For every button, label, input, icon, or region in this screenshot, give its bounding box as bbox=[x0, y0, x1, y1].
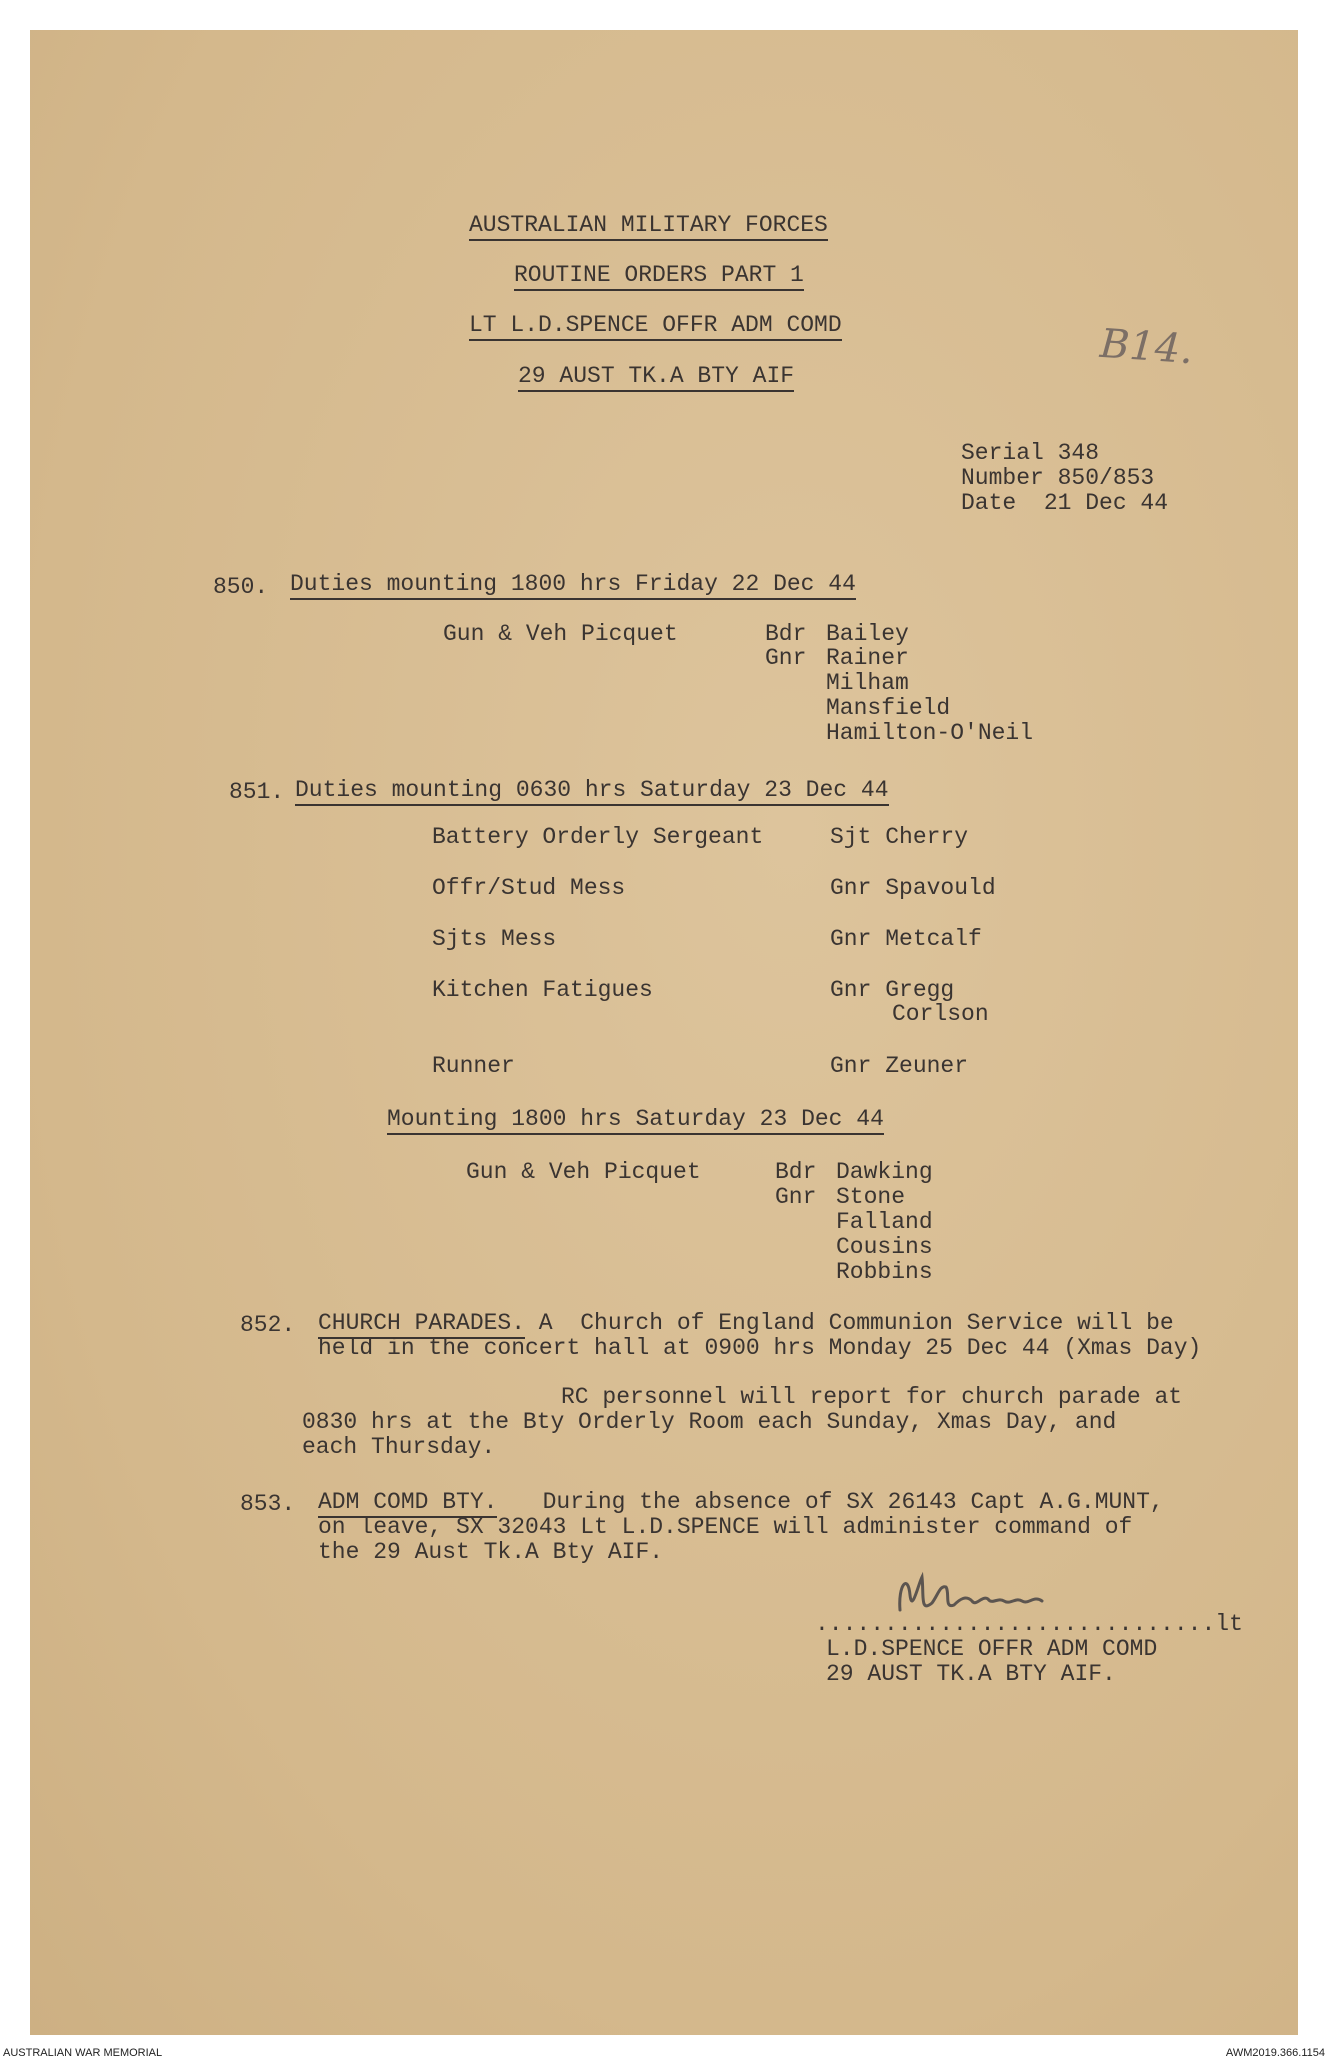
item-851-subheading: Mounting 1800 hrs Saturday 23 Dec 44 bbox=[387, 1107, 884, 1135]
duty-label: Battery Orderly Sergeant bbox=[432, 824, 764, 850]
serial-number: Serial 348 bbox=[961, 440, 1100, 466]
item-852-text: RC personnel will report for church parade at bbox=[561, 1384, 1183, 1410]
item-850-name: Milham bbox=[826, 670, 909, 696]
item-853-title: ADM COMD BTY. bbox=[318, 1490, 497, 1518]
signature-name: L.D.SPENCE OFFR ADM COMD bbox=[826, 1636, 1158, 1662]
handwritten-annotation: B14. bbox=[1098, 320, 1195, 374]
item-851-sub-name: Stone bbox=[836, 1184, 906, 1210]
item-851-sub-name: Cousins bbox=[836, 1234, 933, 1260]
header-subtitle: ROUTINE ORDERS PART 1 bbox=[514, 263, 804, 291]
duty-assignee: Sjt Cherry bbox=[830, 824, 969, 850]
footer-right: AWM2019.366.1154 bbox=[1225, 2047, 1325, 2059]
signature-line: .............................lt bbox=[815, 1611, 1243, 1637]
item-853-text: on leave, SX 32043 Lt L.D.SPENCE will administer command of bbox=[318, 1514, 1133, 1540]
duty-assignee: Gnr Metcalf bbox=[830, 926, 982, 952]
duty-assignee: Gnr Spavould bbox=[830, 875, 996, 901]
item-853-text: During the absence of SX 26143 Capt A.G.MUNT, bbox=[515, 1489, 1164, 1515]
header-title: AUSTRALIAN MILITARY FORCES bbox=[469, 213, 828, 241]
item-851-sub-name: Dawking bbox=[836, 1159, 933, 1185]
item-851-sub-rank: Gnr bbox=[775, 1184, 817, 1210]
item-851-sub-rank: Bdr bbox=[775, 1159, 817, 1185]
item-850-name: Mansfield bbox=[826, 695, 951, 721]
item-851-number: 851. bbox=[229, 779, 285, 805]
item-851-sub-name: Robbins bbox=[836, 1259, 933, 1285]
item-852-title: CHURCH PARADES. bbox=[318, 1311, 525, 1339]
header-unit: 29 AUST TK.A BTY AIF bbox=[518, 364, 794, 392]
item-851-heading: Duties mounting 0630 hrs Saturday 23 Dec 44 bbox=[295, 778, 889, 806]
signature-unit: 29 AUST TK.A BTY AIF. bbox=[826, 1661, 1116, 1687]
duty-assignee: Gnr Zeuner bbox=[830, 1053, 969, 1079]
footer-left: AUSTRALIAN WAR MEMORIAL bbox=[3, 2047, 163, 2059]
item-850-heading: Duties mounting 1800 hrs Friday 22 Dec 44 bbox=[290, 572, 856, 600]
order-date: Date 21 Dec 44 bbox=[961, 490, 1169, 516]
item-853-text: the 29 Aust Tk.A Bty AIF. bbox=[318, 1539, 664, 1565]
duty-label: Runner bbox=[432, 1053, 515, 1079]
item-851-sub-name: Falland bbox=[836, 1209, 933, 1235]
item-850-name: Hamilton-O'Neil bbox=[826, 720, 1034, 746]
duty-label: Kitchen Fatigues bbox=[432, 977, 653, 1003]
item-850-name: Bailey bbox=[826, 621, 909, 647]
duty-assignee-extra: Corlson bbox=[892, 1001, 989, 1027]
item-852-number: 852. bbox=[240, 1312, 296, 1338]
header-officer: LT L.D.SPENCE OFFR ADM COMD bbox=[469, 313, 842, 341]
item-852-text: 0830 hrs at the Bty Orderly Room each Sunday, Xmas Day, and bbox=[302, 1409, 1117, 1435]
item-852-text: A Church of England Communion Service will be bbox=[525, 1310, 1174, 1336]
item-851-sub-duty: Gun & Veh Picquet bbox=[466, 1159, 701, 1185]
order-number: Number 850/853 bbox=[961, 465, 1155, 491]
item-850-name: Rainer bbox=[826, 645, 909, 671]
item-850-number: 850. bbox=[213, 574, 269, 600]
item-852-text: each Thursday. bbox=[302, 1434, 496, 1460]
duty-label: Offr/Stud Mess bbox=[432, 875, 626, 901]
item-850-rank: Bdr bbox=[765, 621, 807, 647]
duty-label: Sjts Mess bbox=[432, 926, 557, 952]
item-850-rank: Gnr bbox=[765, 645, 807, 671]
item-850-duty: Gun & Veh Picquet bbox=[443, 621, 678, 647]
item-852-text: held in the concert hall at 0900 hrs Monday 25 Dec 44 (Xmas Day) bbox=[318, 1335, 1202, 1361]
item-853-number: 853. bbox=[240, 1491, 296, 1517]
duty-assignee: Gnr Gregg bbox=[830, 977, 955, 1003]
